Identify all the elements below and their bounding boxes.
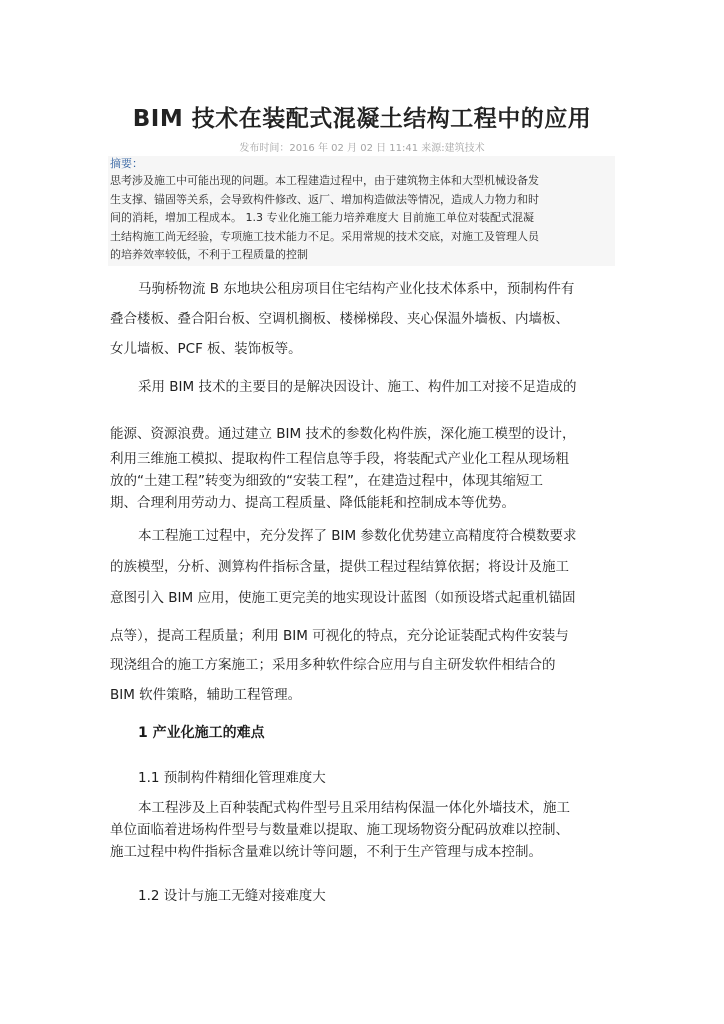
abstract-line: 思考涉及施工中可能出现的问题。本工程建造过程中，由于建筑物主体和大型机械设备发 <box>110 174 539 187</box>
paragraph-2 <box>110 374 620 514</box>
abstract-box <box>108 156 615 266</box>
text-line: 现浇组合的施工方案施工；采用多种软件综合应用与自主研发软件相结合的 <box>110 657 556 673</box>
text-line: 采用 BIM 技术的主要目的是解决因设计、施工、构件加工对接不足造成的 <box>138 379 577 395</box>
section-heading-1-2: 1.2 设计与施工无缝对接难度大 <box>138 888 326 904</box>
text-line: 单位面临着进场构件型号与数量难以提取、施工现场物资分配码放难以控制、 <box>110 822 569 838</box>
section-heading-1: 1 产业化施工的难点 <box>138 725 265 741</box>
text-line: 期、合理利用劳动力、提高工程质量、降低能耗和控制成本等优势。 <box>110 495 515 511</box>
text-line: 本工程涉及上百种装配式构件型号且采用结构保温一体化外墙技术，施工 <box>138 800 570 816</box>
paragraph-4 <box>110 797 620 863</box>
article-title: BIM 技术在装配式混凝土结构工程中的应用 <box>132 106 592 132</box>
abstract-label: 摘要： <box>110 157 143 170</box>
text-line: 意图引入 BIM 应用，使施工更完美的地实现设计蓝图（如预设塔式起重机锚固 <box>110 590 576 606</box>
text-line: 能源、资源浪费。通过建立 BIM 技术的参数化构件族，深化施工模型的设计， <box>110 426 576 442</box>
abstract-line: 的培养效率较低，不利于工程质量的控制 <box>110 248 308 262</box>
text-line: 点等），提高工程质量；利用 BIM 可视化的特点，充分论证装配式构件安装与 <box>110 628 569 644</box>
text-line: BIM 软件策略，辅助工程管理。 <box>110 687 302 703</box>
text-line: 马驹桥物流 B 东地块公租房项目住宅结构产业化技术体系中，预制构件有 <box>138 281 575 297</box>
text-line: 利用三维施工模拟、提取构件工程信息等手段，将装配式产业化工程从现场粗 <box>110 451 569 467</box>
text-line: 施工过程中构件指标含量难以统计等问题，不利于生产管理与成本控制。 <box>110 844 542 860</box>
text-line: 女儿墙板、PCF 板、装饰板等。 <box>110 341 302 357</box>
paragraph-1 <box>110 274 620 364</box>
abstract-line: 土结构施工尚无经验，专项施工技术能力不足。采用常规的技术交底，对施工及管理人员 <box>110 229 539 243</box>
text-line: 本工程施工过程中，充分发挥了 BIM 参数化优势建立高精度符合模数要求 <box>138 528 577 544</box>
abstract-line: 间的消耗，增加工程成本。 1.3 专业化施工能力培养难度大 目前施工单位对装配式混凝 <box>110 211 534 225</box>
text-line: 的族模型，分析、测算构件指标含量，提供工程过程结算依据；将设计及施工 <box>110 559 569 575</box>
paragraph-3 <box>110 521 620 709</box>
section-heading-1-1: 1.1 预制构件精细化管理难度大 <box>138 770 326 786</box>
text-line: 放的“土建工程”转变为细致的“安装工程”，在建造过程中，体现其缩短工 <box>110 473 543 489</box>
abstract-line: 生支撑、锚固等关系，会导致构件修改、返厂、增加构造做法等情况，造成人力物力和时 <box>110 192 539 206</box>
text-line: 叠合楼板、叠合阳台板、空调机搁板、楼梯梯段、夹心保温外墙板、内墙板、 <box>110 311 569 327</box>
article-meta: 发布时间：2016 年 02 月 02 日 11:41 来源:建筑技术 <box>239 143 485 154</box>
